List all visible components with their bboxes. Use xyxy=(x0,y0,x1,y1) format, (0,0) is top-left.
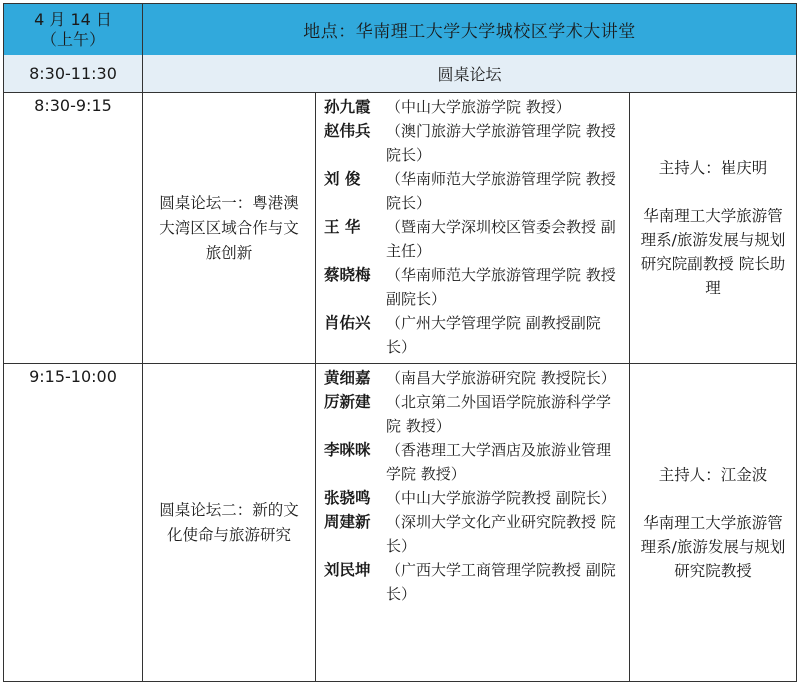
session-time: 9:15-10:00 xyxy=(29,367,117,386)
forum-row xyxy=(3,55,797,93)
forum-time-cell xyxy=(4,55,143,93)
panelist-name: 赵伟兵 xyxy=(324,122,371,140)
host-label: 主持人：江金波 xyxy=(658,465,768,484)
panelist-name: 张骁鸣 xyxy=(324,489,371,507)
panelist xyxy=(324,558,623,606)
session-time-cell xyxy=(4,93,143,364)
panelist-info: （广西大学工商管理学院教授 副院长） xyxy=(386,561,616,603)
panelist xyxy=(324,167,623,215)
panelist-name: 刘 俊 xyxy=(324,170,361,188)
panelist xyxy=(324,311,623,359)
panelist-info: （中山大学旅游学院 教授） xyxy=(386,98,571,116)
forum-label-cell xyxy=(143,55,797,93)
host-info: 华南理工大学旅游管理系/旅游发展与规划研究院教授 xyxy=(640,513,786,580)
panelist-name: 王 华 xyxy=(324,218,361,236)
session-title: 圆桌论坛一：粤港澳大湾区区域合作与文旅创新 xyxy=(159,193,299,262)
forum-time: 8:30-11:30 xyxy=(29,64,117,83)
panelist-info: （深圳大学文化产业研究院教授 院长） xyxy=(386,513,616,555)
panelist xyxy=(324,215,623,263)
panelist-name: 李咪咪 xyxy=(324,441,371,459)
panelist-list xyxy=(316,93,630,364)
panelist-info: （华南师范大学旅游管理学院 教授 院长） xyxy=(386,170,616,212)
date-text: 4 月 14 日 xyxy=(34,9,112,29)
panelist xyxy=(324,119,623,167)
session-row xyxy=(3,93,797,364)
panelist-name: 厉新建 xyxy=(324,393,371,411)
panelist-info: （南昌大学旅游研究院 教授院长） xyxy=(386,369,616,387)
panelist xyxy=(324,390,623,438)
panelist-info: （香港理工大学酒店及旅游业管理学院 教授） xyxy=(386,441,612,483)
panelist xyxy=(324,366,623,390)
period-text: （上午） xyxy=(40,29,105,49)
venue-text: 地点：华南理工大学大学城校区学术大讲堂 xyxy=(303,22,636,42)
panelist-name: 刘民坤 xyxy=(324,561,371,579)
panelist-list xyxy=(316,364,630,682)
panelist-name: 孙九霞 xyxy=(324,98,371,116)
session-time-cell xyxy=(4,364,143,682)
venue-cell xyxy=(143,4,797,56)
host-cell xyxy=(630,364,797,682)
session-title-cell xyxy=(143,93,316,364)
panelist-info: （华南师范大学旅游管理学院 教授 副院长） xyxy=(386,266,616,308)
forum-label: 圆桌论坛 xyxy=(437,65,502,84)
panelist-name: 蔡晓梅 xyxy=(324,266,371,284)
header-row xyxy=(3,3,797,56)
host-cell xyxy=(630,93,797,364)
panelist xyxy=(324,95,623,119)
panelist xyxy=(324,438,623,486)
panelist xyxy=(324,263,623,311)
panelist-info: （广州大学管理学院 副教授副院长） xyxy=(386,314,601,356)
host-label: 主持人：崔庆明 xyxy=(658,159,768,177)
panelist-info: （中山大学旅游学院教授 副院长） xyxy=(386,489,616,507)
panelist-name: 黄细嘉 xyxy=(324,369,371,387)
session-title-cell xyxy=(143,364,316,682)
panelist xyxy=(324,486,623,510)
host-info: 华南理工大学旅游管理系/旅游发展与规划研究院副教授 院长助理 xyxy=(640,207,786,297)
session-time: 8:30-9:15 xyxy=(34,96,112,115)
panelist-info: （暨南大学深圳校区管委会教授 副主任） xyxy=(386,218,616,260)
session-title: 圆桌论坛二：新的文化使命与旅游研究 xyxy=(159,500,299,544)
date-cell xyxy=(4,4,143,56)
panelist-name: 周建新 xyxy=(324,513,371,531)
panelist-info: （北京第二外国语学院旅游科学学院 教授） xyxy=(386,393,612,435)
session-row xyxy=(3,364,797,682)
panelist-info: （澳门旅游大学旅游管理学院 教授 院长） xyxy=(386,122,616,164)
panelist xyxy=(324,510,623,558)
panelist-name: 肖佑兴 xyxy=(324,314,371,332)
